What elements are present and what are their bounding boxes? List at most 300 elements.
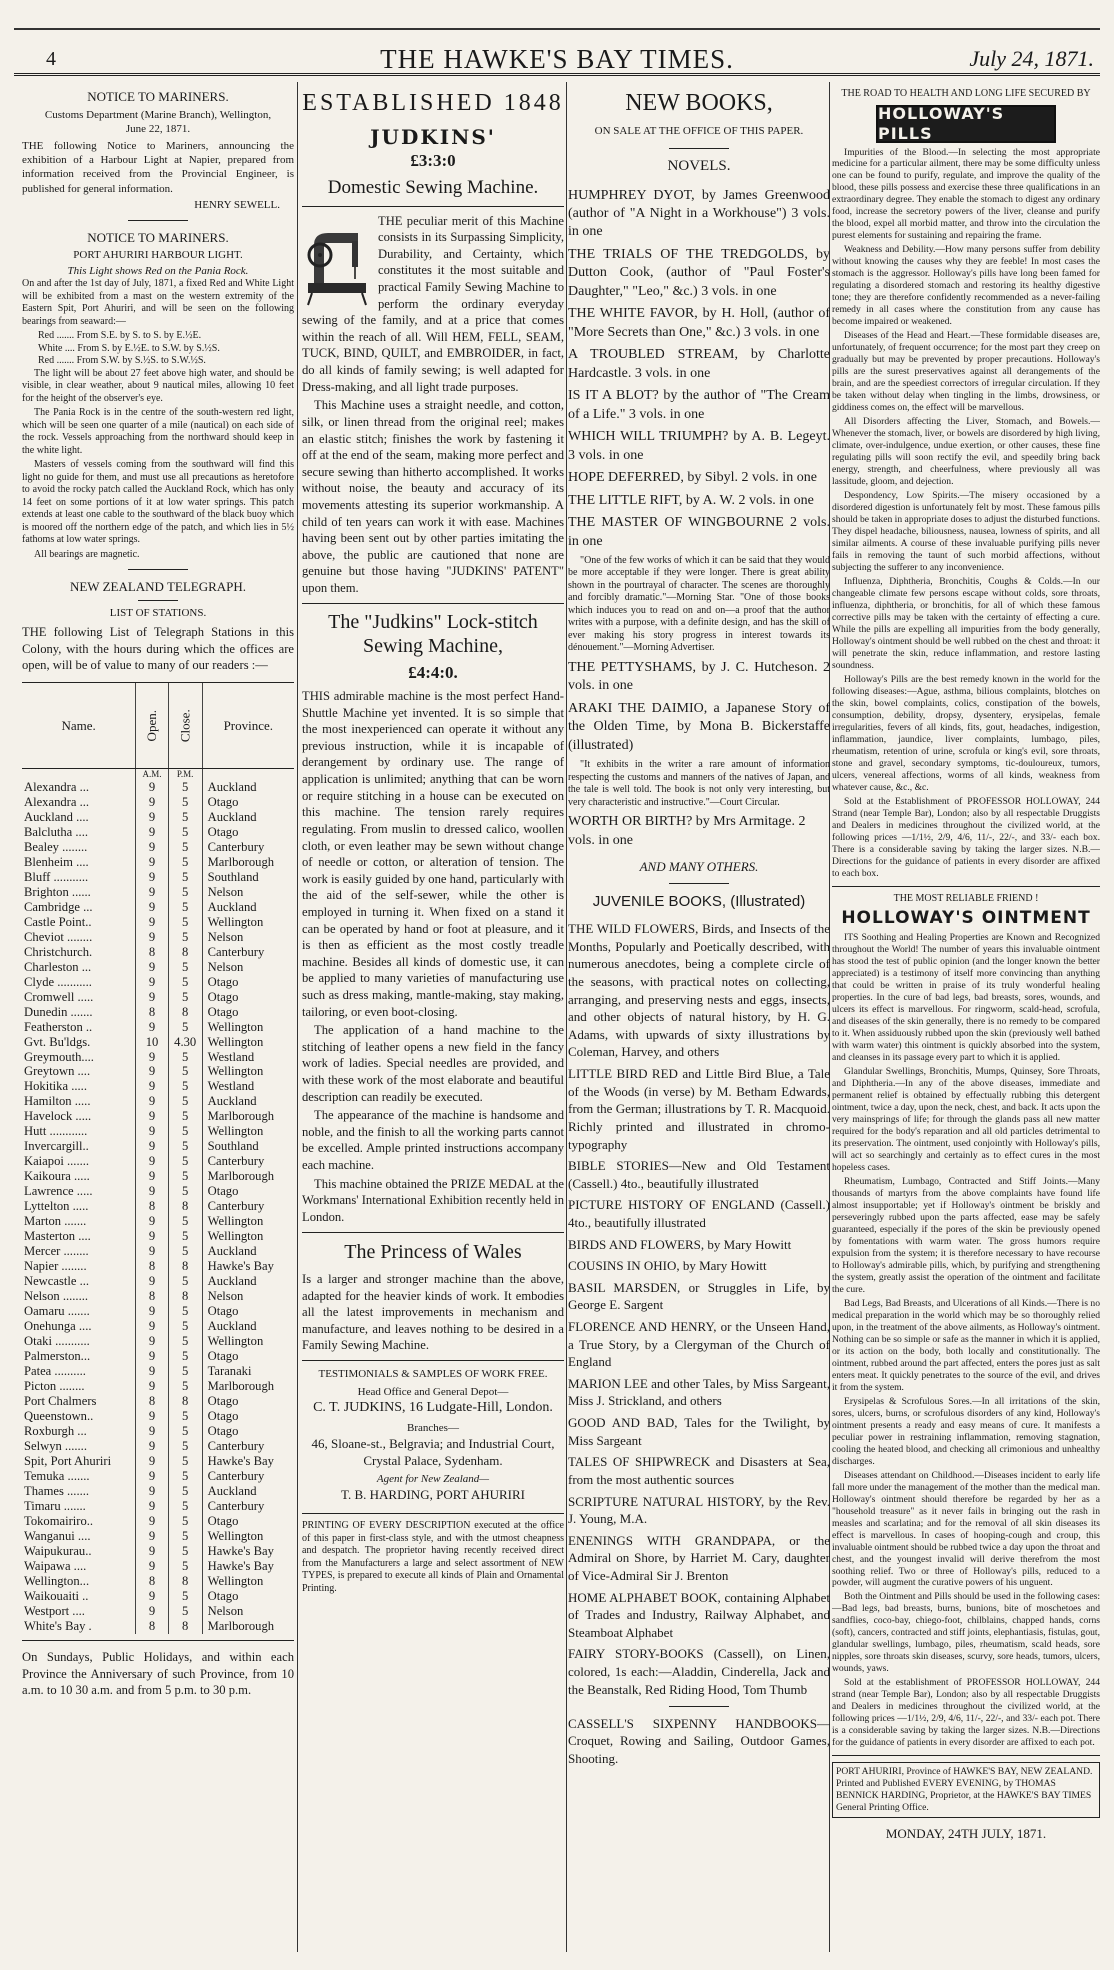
- station-close: 5: [168, 780, 202, 795]
- station-close: 5: [168, 1529, 202, 1544]
- station-close: 5: [168, 795, 202, 810]
- station-close: 5: [168, 1469, 202, 1484]
- novels-heading: NOVELS.: [667, 157, 731, 174]
- station-close: 8: [168, 1574, 202, 1589]
- book-entry: [568, 346, 830, 383]
- book-text: HOPE DEFERRED, by Sibyl. 2 vols. in one: [568, 470, 817, 486]
- book-text: BIBLE STORIES—New and Old Testament (Cassell.) 4to., beautifully illustrated: [568, 1158, 830, 1191]
- book-entry: [568, 813, 830, 850]
- section-rule: [302, 1513, 564, 1514]
- notice1-body: THE following Notice to Mariners, announcing the exhibition of a Harbour Light at Napier, prepared from information received from the Provincial Engineer, is published for general information.: [22, 140, 294, 195]
- station-name: Hamilton .....: [24, 1094, 91, 1109]
- station-open: 9: [136, 1319, 168, 1334]
- station-name: Bealey ........: [24, 839, 88, 854]
- book-entry: [568, 1589, 830, 1642]
- station-province: Otago: [202, 1589, 294, 1604]
- book-text: ARAKI THE DAIMIO, a Japanese Story of the Olden Time, by Mona B. Bickerstaffe (illustrated): [568, 700, 830, 753]
- separator: [128, 569, 188, 570]
- station-name: Brighton ......: [24, 884, 91, 899]
- imprint: [832, 1762, 1100, 1818]
- station-name: Marton .......: [24, 1214, 87, 1229]
- station-close: 5: [168, 1139, 202, 1154]
- column-rule: [566, 82, 567, 1952]
- station-open: 9: [136, 1169, 168, 1184]
- established-line: ESTABLISHED 1848: [302, 90, 564, 116]
- station-province: Canterbury: [202, 945, 294, 960]
- station-open: 9: [136, 1379, 168, 1394]
- book-entry: [568, 1318, 830, 1371]
- station-close: 5: [168, 1409, 202, 1424]
- station-row: [22, 780, 294, 795]
- station-open: 8: [136, 1574, 168, 1589]
- stations-body: [22, 769, 294, 1634]
- station-open: 9: [136, 825, 168, 840]
- station-row: [22, 1559, 294, 1574]
- station-open: 9: [136, 1514, 168, 1529]
- station-name: Queenstown..: [24, 1409, 94, 1424]
- station-close: 5: [168, 975, 202, 990]
- pills-paragraph: Sold at the Establishment of PROFESSOR HOLLOWAY, 244 Strand (near Temple Bar), London; also by all respectable Druggists and Dealers in medicines throughout the civilized world, at the following prices —1/1½, 2/9, 4/6, 11/-, 22/-, and 33/- each box. There is a considerable saving by taking the larger sizes. N.B.—Directions for the guidance of patients in every disorder are affixed to each box.: [832, 795, 1100, 879]
- station-name: Cheviot ........: [24, 929, 93, 944]
- station-province: Nelson: [202, 1604, 294, 1619]
- separator: [669, 1706, 729, 1707]
- column-header-open-label: Open.: [144, 709, 160, 742]
- station-row: [22, 855, 294, 870]
- separator: [669, 883, 729, 884]
- notice2-italic-line: This Light shows Red on the Pania Rock.: [67, 264, 249, 277]
- station-close: 5: [168, 1334, 202, 1349]
- column-header-close-label: Close.: [177, 709, 193, 743]
- book-entry: [568, 1236, 830, 1254]
- station-close: 5: [168, 1079, 202, 1094]
- price-2: £4:4:0.: [408, 662, 458, 682]
- station-open: 9: [136, 1589, 168, 1604]
- station-open: 9: [136, 1559, 168, 1574]
- station-row: [22, 795, 294, 810]
- station-name: Spit, Port Ahuriri: [24, 1454, 112, 1469]
- sewing-machine-illustration: [302, 215, 372, 307]
- books-subheading: ON SALE AT THE OFFICE OF THIS PAPER.: [594, 124, 804, 137]
- review-quote: "It exhibits in the writer a rare amount of information respecting the customs and manners of the natives of Japan, and the tale is well told. The book is not only very interesting, but very characteristic and instructive."—Court Circular.: [568, 759, 830, 808]
- station-open: 9: [136, 1454, 168, 1469]
- book-entry: [568, 1257, 830, 1275]
- issue-date: July 24, 1871.: [969, 46, 1094, 71]
- pills-paragraph: Influenza, Diphtheria, Bronchitis, Coughs & Colds.—In our changeable climate few persons escape without colds, sore throats, influenza, diphtheria, or bronchitis, for all of which these famous corrective pills may be taken with the certainty of effecting a cure. While the pills are expelling all impurities from the body generally, Holloway's ointment should be well rubbed on the chest and throat: it will penetrate the skin, reduce inflammation, and restore lasting soundness.: [832, 575, 1100, 671]
- station-row: [22, 1544, 294, 1559]
- newspaper-title: THE HAWKE'S BAY TIMES.: [380, 44, 734, 74]
- telegraph-subheading: LIST OF STATIONS.: [109, 607, 207, 620]
- book-text: WORTH OR BIRTH? by Mrs Armitage. 2 vols. in one: [568, 814, 806, 848]
- book-entry: [568, 700, 830, 755]
- station-province: Otago: [202, 1184, 294, 1199]
- station-name: Lawrence .....: [24, 1184, 93, 1199]
- station-row: [22, 1214, 294, 1229]
- station-close: 5: [168, 1379, 202, 1394]
- station-row: [22, 840, 294, 855]
- station-close: 5: [168, 1244, 202, 1259]
- station-close: 5: [168, 960, 202, 975]
- juvenile-heading: JUVENILE BOOKS, (Illustrated): [592, 893, 806, 911]
- station-row: [22, 1020, 294, 1035]
- station-open: 9: [136, 870, 168, 885]
- station-close: 5: [168, 1020, 202, 1035]
- station-row: [22, 1484, 294, 1499]
- product-1-paragraph: THE peculiar merit of this Machine consists in its Surpassing Simplicity, Durability, and Certainty, which constitutes it the most suitable and practical Family Sewing Machine to perform the ordinary everyday sewing of the family, and at a price that comes within the reach of all. Will HEM, FELL, SEAM, TUCK, BIND, QUILT, and EMBROIDER, in fact, do all kinds of family sewing; is well adapted for Dress-making, and all light trade purposes.: [302, 213, 564, 394]
- book-entry: [568, 1157, 830, 1192]
- station-row: [22, 930, 294, 945]
- station-open: 9: [136, 1050, 168, 1065]
- station-name: Waipawa ....: [24, 1558, 87, 1573]
- book-entry: [568, 1645, 830, 1698]
- ointment-paragraph: Bad Legs, Bad Breasts, and Ulcerations of all Kinds.—There is no medical preparation in the world which may be so thoroughly relied upon, in the treatment of the above ailments, as Holloway's ointment. Nothing can be so simple or safe as the manner in which it is applied, or its action on the body, both locally and constitutionally. The ointment, rubbed around the part affected, enters the pores just as salt enters meat. It quickly penetrates to the source of the evil, and drives it from the system.: [832, 1297, 1100, 1393]
- station-close: 5: [168, 1274, 202, 1289]
- station-province: Auckland: [202, 780, 294, 795]
- station-province: Otago: [202, 1394, 294, 1409]
- station-name: Newcastle ...: [24, 1274, 90, 1289]
- station-open: 9: [136, 1079, 168, 1094]
- station-close: 8: [168, 1199, 202, 1214]
- separator: [669, 148, 729, 149]
- pills-paragraph: Holloway's Pills are the best remedy known in the world for the following diseases:—Ague, asthma, bilious complaints, blotches on the skin, bowel complaints, colics, constipation of the bowels, consumption, debility, dropsy, dysentery, erysipelas, female irregularities, fevers of all kinds, fits, gout, headaches, indigestion, inflammation, jaundice, liver complaints, lumbago, piles, rheumatism, retention of urine, scrofula or king's evil, sore throats, stone and gravel, secondary symptoms, tic-douloureux, tumors, ulcers, venereal affections, worms of all kinds, weakness from whatever cause, &c., &c.: [832, 673, 1100, 793]
- table-rule: [22, 1640, 294, 1641]
- book-text: THE LITTLE RIFT, by A. W. 2 vols. in one: [568, 492, 814, 508]
- masthead: [14, 44, 1100, 76]
- station-province: Southland: [202, 1139, 294, 1154]
- head-office-label: Head Office and General Depot—: [357, 1386, 509, 1399]
- book-text: THE PETTYSHAMS, by J. C. Hutcheson. 2 vols. in one: [568, 659, 830, 694]
- station-open: 9: [136, 810, 168, 825]
- station-close: 5: [168, 1124, 202, 1139]
- station-open: 9: [136, 1304, 168, 1319]
- station-row: [22, 1319, 294, 1334]
- station-row: [22, 1124, 294, 1139]
- station-close: 5: [168, 870, 202, 885]
- station-name: Nelson ........: [24, 1289, 89, 1304]
- bearing-line: White .... From S. by E.½E. to S.W. by S.½S.: [38, 342, 220, 354]
- reliable-friend-heading: THE MOST RELIABLE FRIEND !: [893, 892, 1039, 904]
- station-province: Otago: [202, 1349, 294, 1364]
- book-text: FAIRY STORY-BOOKS (Cassell), on Linen, colored, 1s each:—Aladdin, Cinderella, Jack and the Beanstalk, Red Riding Hood, Tom Thumb: [568, 1646, 830, 1697]
- station-province: Auckland: [202, 1244, 294, 1259]
- column-3: [568, 86, 830, 1956]
- station-name: Havelock .....: [24, 1109, 92, 1124]
- book-text: BASIL MARSDEN, or Struggles in Life, by George E. Sargent: [568, 1279, 830, 1313]
- book-entry: [568, 469, 830, 487]
- station-open: 9: [136, 1139, 168, 1154]
- telegraph-heading: NEW ZEALAND TELEGRAPH.: [69, 579, 247, 595]
- station-name: Kaiapoi .......: [24, 1154, 90, 1169]
- book-entry: [568, 1414, 830, 1449]
- station-province: Wellington: [202, 1214, 294, 1229]
- station-row: [22, 1139, 294, 1154]
- station-name: Hokitika .....: [24, 1079, 87, 1094]
- book-text: GOOD AND BAD, Tales for the Twilight, by Miss Sargeant: [568, 1415, 830, 1448]
- station-open: 8: [136, 1394, 168, 1409]
- notice2-paragraph: All bearings are magnetic.: [34, 548, 140, 560]
- station-name: Kaikoura .....: [24, 1169, 90, 1184]
- station-name: Cromwell .....: [24, 989, 94, 1004]
- station-open: 9: [136, 1544, 168, 1559]
- price-1: £3:3:0: [410, 151, 456, 171]
- station-row: [22, 1379, 294, 1394]
- column-header-province: Province.: [202, 683, 294, 769]
- station-province: Hawke's Bay: [202, 1544, 294, 1559]
- imprint-date: MONDAY, 24TH JULY, 1871.: [885, 1826, 1047, 1842]
- station-name: Timaru .......: [24, 1499, 86, 1514]
- station-open: 9: [136, 795, 168, 810]
- station-province: Auckland: [202, 1484, 294, 1499]
- station-province: Hawke's Bay: [202, 1454, 294, 1469]
- station-name: Tokomairiro..: [24, 1514, 94, 1529]
- station-name: Alexandra ...: [24, 779, 90, 794]
- station-row: [22, 1064, 294, 1079]
- book-entry: [568, 492, 830, 510]
- ointment-paragraph: Erysipelas & Scrofulous Sores.—In all irritations of the skin, sores, ulcers, burns, or scrofulous disorders of any kind, Holloway's ointment presents a ready and easy means of cure. It manifests a peculiar power in restraining inflammation, removing stagnation, cooling the heated blood, and checking all crimonious and unhealthy discharges.: [832, 1395, 1100, 1467]
- station-province: Canterbury: [202, 840, 294, 855]
- ointment-paragraph: ITS Soothing and Healing Properties are Known and Recognized throughout the World! The number of years this invaluable ointment has stood the test of public opinion (and the longer known the better appreciated) is a testimony of itself more convincing than anything that could be written in praise of its truly wonderful healing properties. In the cure of bad legs, bad breasts, sores, wounds, and ulcers its effect is marvellous. For ringworm, scald-head, scrofula, and diseases of the skin generally, there is no remedy to be compared to it. When assiduously rubbed upon the skin (previously well bathed with warm water) this ointment is quickly absorbed into the system, and cleanses in its passage every part to which it is applied.: [832, 932, 1100, 1064]
- pills-paragraph: All Disorders affecting the Liver, Stomach, and Bowels.—Whenever the stomach, liver, or bowels are disordered by high living, climate, over-indulgence, undue exertion, or other causes, these fine regulating pills will soon rectify the evil, and speedily bring back energy, strength, and cheerfulness, where previously all was lassitude, gloom, and dejection.: [832, 416, 1100, 488]
- book-text: A TROUBLED STREAM, by Charlotte Hardcastle. 3 vols. in one: [568, 347, 830, 381]
- station-row: [22, 870, 294, 885]
- station-province: Nelson: [202, 1289, 294, 1304]
- station-close: 5: [168, 1184, 202, 1199]
- product-2-paragraph: This machine obtained the PRIZE MEDAL at the Workmans' International Exhibition recently held in London.: [302, 1176, 564, 1224]
- station-open: 9: [136, 1499, 168, 1514]
- separator: [128, 220, 188, 221]
- station-row: [22, 1005, 294, 1020]
- station-name: Cambridge ...: [24, 899, 93, 914]
- product-1-title: Domestic Sewing Machine.: [327, 176, 539, 198]
- station-row: [22, 900, 294, 915]
- station-name: Napier ........: [24, 1259, 87, 1274]
- station-province: Marlborough: [202, 1109, 294, 1124]
- station-row: [22, 960, 294, 975]
- station-name: Westport ....: [24, 1603, 85, 1618]
- station-close: 8: [168, 1394, 202, 1409]
- ampm-spacer: [202, 769, 294, 780]
- station-name: Wanganui ....: [24, 1529, 91, 1543]
- bearing-line: Red ....... From S.E. by S. to S. by E.½E.: [38, 330, 202, 342]
- station-province: Otago: [202, 1514, 294, 1529]
- juvenile-list: [568, 920, 830, 1698]
- station-row: [22, 1469, 294, 1484]
- book-text: ENENINGS WITH GRANDPAPA, or the Admiral on Shore, by Harriet M. Cary, daughter of Vice-Admiral Sir J. Brenton: [568, 1532, 830, 1583]
- station-open: 9: [136, 780, 168, 795]
- notice2-paragraph: The Pania Rock is in the centre of the south-western red light, which will be seen one quarter of a mile (nautical) on each side of the rock. Vessels approaching from the northward should keep in the white light.: [22, 407, 294, 456]
- book-text: THE WHITE FAVOR, by H. Holl, (author of "More Secrets than One," &c.) 3 vols. in one: [568, 306, 830, 340]
- agent-name: T. B. HARDING, PORT AHURIRI: [341, 1487, 525, 1503]
- notice2-paragraph: The light will be about 27 feet above high water, and should be visible, in clear weather, about 9 nautical miles, allowing 10 feet for the height of the observer's eye.: [22, 367, 294, 404]
- station-open: 9: [136, 1604, 168, 1619]
- station-province: Canterbury: [202, 1469, 294, 1484]
- station-province: Otago: [202, 990, 294, 1005]
- book-text: IS IT A BLOT? by the author of "The Cream of a Life." 3 vols. in one: [568, 388, 830, 422]
- station-name: Waikouaiti ..: [24, 1588, 89, 1603]
- book-entry: [568, 514, 830, 551]
- station-open: 9: [136, 1229, 168, 1244]
- station-province: Hawke's Bay: [202, 1559, 294, 1574]
- station-row: [22, 1259, 294, 1274]
- book-text: PICTURE HISTORY OF ENGLAND (Cassell.) 4to., beautifully illustrated: [568, 1197, 830, 1230]
- station-province: Auckland: [202, 1274, 294, 1289]
- ampm-row: [22, 769, 294, 780]
- notice2-intro: On and after the 1st day of July, 1871, a fixed Red and White Light will be exhibited from a mast on the western extremity of the Eastern Spit, Port Ahuriri, and will be seen on the following bearings from seaward:—: [22, 278, 294, 327]
- station-open: 9: [136, 1484, 168, 1499]
- station-row: [22, 1274, 294, 1289]
- brand-title: JUDKINS': [370, 124, 496, 149]
- head-office-address: C. T. JUDKINS, 16 Ludgate-Hill, London.: [313, 1400, 553, 1416]
- station-close: 5: [168, 900, 202, 915]
- station-row: [22, 1094, 294, 1109]
- station-name: Featherston ..: [24, 1019, 93, 1034]
- station-name: Auckland ....: [24, 809, 89, 824]
- station-open: 8: [136, 1259, 168, 1274]
- station-name: Masterton ....: [24, 1229, 91, 1244]
- book-entry: [568, 246, 830, 301]
- station-province: Otago: [202, 825, 294, 840]
- station-row: [22, 1514, 294, 1529]
- station-open: 9: [136, 1184, 168, 1199]
- station-open: 9: [136, 1364, 168, 1379]
- station-open: 9: [136, 1274, 168, 1289]
- station-close: 5: [168, 1229, 202, 1244]
- station-row: [22, 1619, 294, 1634]
- product-1-paragraph: This Machine uses a straight needle, and cotton, silk, or linen thread from the original reel; makes an elastic stitch; finishes the work by fastening it off at the end of the seam, making more perfect and secure sewing than hitherto accomplished. It works without noise, the beauty and accuracy of its movements attesting its superior workmanship. A child of ten years can work it with ease. Machines having been sent out by other parties imitating the above, the public are cautioned that none are genuine but those having "JUDKINS' PATENT" upon them.: [302, 398, 564, 595]
- station-province: Wellington: [202, 1574, 294, 1589]
- station-open: 9: [136, 915, 168, 930]
- station-close: 5: [168, 915, 202, 930]
- station-province: Wellington: [202, 1529, 294, 1544]
- pills-text: [832, 147, 1100, 880]
- imprint-text: PORT AHURIRI, Province of HAWKE'S BAY, NEW ZEALAND. Printed and Published EVERY EVENING, by THOMAS BENNICK HARDING, Proprietor, at the HAWKE'S BAY TIMES General Printing Office.: [836, 1766, 1093, 1814]
- station-row: [22, 945, 294, 960]
- column-1: [22, 86, 294, 1956]
- stations-header: [22, 683, 294, 769]
- column-rule: [297, 82, 298, 1952]
- column-header-open: [136, 683, 168, 769]
- station-name: Gvt. Bu'ldgs.: [24, 1034, 91, 1049]
- book-entry: [568, 1196, 830, 1231]
- station-close: 5: [168, 1214, 202, 1229]
- station-row: [22, 1050, 294, 1065]
- book-text: TALES OF SHIPWRECK and Disasters at Sea, from the most authentic sources: [568, 1454, 830, 1487]
- station-close: 5: [168, 1604, 202, 1619]
- station-close: 5: [168, 1169, 202, 1184]
- station-province: Otago: [202, 1304, 294, 1319]
- station-province: Canterbury: [202, 1439, 294, 1454]
- station-close: 5: [168, 1094, 202, 1109]
- station-close: 5: [168, 1109, 202, 1124]
- pm-label: P.M.: [168, 769, 202, 780]
- station-name: Christchurch.: [24, 944, 93, 959]
- station-province: Wellington: [202, 915, 294, 930]
- testimonials-line: TESTIMONIALS & SAMPLES OF WORK FREE.: [318, 1367, 548, 1380]
- station-row: [22, 1394, 294, 1409]
- station-row: [22, 810, 294, 825]
- station-row: [22, 1109, 294, 1124]
- station-province: Canterbury: [202, 1154, 294, 1169]
- station-name: Alexandra ...: [24, 794, 90, 809]
- station-province: Wellington: [202, 1020, 294, 1035]
- station-province: Canterbury: [202, 1499, 294, 1514]
- ointment-paragraph: Diseases attendant on Childhood.—Diseases incident to early life fall more under the management of the mother than the medical man. Holloway's ointment should therefore be regarded by her as a "household treasure" as it never fails in bringing out the rash in measles and scarlatina; and for the removal of all skin diseases its effect is marvellous. In cases of hooping-cough and croup, this invaluable ointment should be rubbed twice a day upon the throat and chest, and the youngest invalid will derive therefrom the most soothing relief. Two or three of Holloway's pills, reduced to a powder, will augment the curative powers of his unguent.: [832, 1469, 1100, 1589]
- station-open: 9: [136, 840, 168, 855]
- novels-list-2: [568, 659, 830, 755]
- book-entry: [568, 387, 830, 424]
- book-text: MARION LEE and other Tales, by Miss Sargeant, Miss J. Strickland, and others: [568, 1375, 830, 1409]
- column-header-name: Name.: [22, 683, 136, 769]
- book-entry: [568, 1279, 830, 1314]
- station-province: Nelson: [202, 885, 294, 900]
- many-others: AND MANY OTHERS.: [639, 859, 759, 875]
- station-close: 5: [168, 810, 202, 825]
- station-open: 9: [136, 1439, 168, 1454]
- novels-list: [568, 187, 830, 551]
- station-name: Picton ........: [24, 1379, 85, 1394]
- station-name: Selwyn .......: [24, 1439, 87, 1454]
- station-province: Auckland: [202, 810, 294, 825]
- station-name: Greymouth....: [24, 1049, 94, 1064]
- product-3-title: The Princess of Wales: [344, 1240, 522, 1263]
- station-open: 10: [136, 1035, 168, 1050]
- section-rule: [302, 1232, 564, 1233]
- station-row: [22, 1454, 294, 1469]
- station-open: 9: [136, 1214, 168, 1229]
- am-label: A.M.: [136, 769, 168, 780]
- station-province: Otago: [202, 1409, 294, 1424]
- station-close: 5: [168, 825, 202, 840]
- station-open: 9: [136, 855, 168, 870]
- book-entry: [568, 1493, 830, 1528]
- page-number: 4: [46, 48, 56, 70]
- station-close: 5: [168, 1544, 202, 1559]
- station-province: Marlborough: [202, 1169, 294, 1184]
- pills-paragraph: Despondency, Low Spirits.—The misery occasioned by a disordered digestion is unfortunately felt by most. These famous pills should be taken in appropriate doses to adjust the disturbed functions. They dispel headache, biliousness, nausea, lowness of spirits, and all similar ailments. A course of these invaluable purifying pills never fails in removing the taunt of such morbid affections, without subjecting the sufferer to any inconvenience.: [832, 490, 1100, 573]
- station-row: [22, 1529, 294, 1544]
- station-name: Greytown ....: [24, 1064, 91, 1079]
- station-row: [22, 915, 294, 930]
- book-text: THE MASTER OF WINGBOURNE 2 vols. in one: [568, 515, 830, 549]
- station-row: [22, 885, 294, 900]
- column-header-close: [168, 683, 202, 769]
- station-name: Thames .......: [24, 1484, 90, 1499]
- review-quote: "One of the few works of which it can be said that they would be more acceptable if they were longer. There is great ability shown in the pourtrayal of character. The scenes are thoroughly and forcibly dramatic."—Morning Star. "One of those books which induces you to read on and on—a proof that the author writes with a purpose, with a definite design, and has the skill of ever making his story progress in interest towards its dénouement."—Morning Advertiser.: [568, 554, 830, 654]
- station-province: Marlborough: [202, 1379, 294, 1394]
- station-province: Auckland: [202, 1094, 294, 1109]
- telegraph-footer: On Sundays, Public Holidays, and within each Province the Anniversary of such Province, from 10 a.m. to 10 30 a.m. and from 5 p.m. to 30 p.m.: [22, 1649, 294, 1698]
- station-open: 9: [136, 1424, 168, 1439]
- station-province: Marlborough: [202, 1619, 294, 1634]
- section-rule: [302, 1360, 564, 1361]
- station-row: [22, 1035, 294, 1050]
- station-close: 5: [168, 1319, 202, 1334]
- station-open: 9: [136, 1529, 168, 1544]
- product-2-title: The "Judkins" Lock-stitch Sewing Machine,: [328, 610, 538, 657]
- station-row: [22, 1154, 294, 1169]
- station-province: Auckland: [202, 900, 294, 915]
- section-rule: [832, 886, 1100, 887]
- station-close: 5: [168, 1559, 202, 1574]
- branches-address: 46, Sloane-st., Belgravia; and Industrial Court, Crystal Palace, Sydenham.: [311, 1435, 555, 1468]
- book-text: THE TRIALS OF THE TREDGOLDS, by Dutton Cook, (author of "Paul Foster's Daughter," "Leo," &c.) 3 vols. in one: [568, 246, 830, 299]
- station-row: [22, 1364, 294, 1379]
- station-province: Wellington: [202, 1334, 294, 1349]
- station-province: Wellington: [202, 1035, 294, 1050]
- station-province: Taranaki: [202, 1364, 294, 1379]
- station-row: [22, 1604, 294, 1619]
- ointment-paragraph: Both the Ointment and Pills should be used in the following cases:—Bad legs, bad breasts, burns, bunions, bite of moschetoes and sandflies, coco-bay, chiego-foot, chilblains, chapped hands, corns (soft), cancers, contracted and stiff joints, elephantiasis, fistulas, gout, glandular swellings, lumbago, piles, rheumatism, scald heads, sore nipples, sore throats skin diseases, scurvy, sore heads, tumors, ulcers, wounds, yaws.: [832, 1591, 1100, 1675]
- station-name: Balclutha ....: [24, 824, 89, 839]
